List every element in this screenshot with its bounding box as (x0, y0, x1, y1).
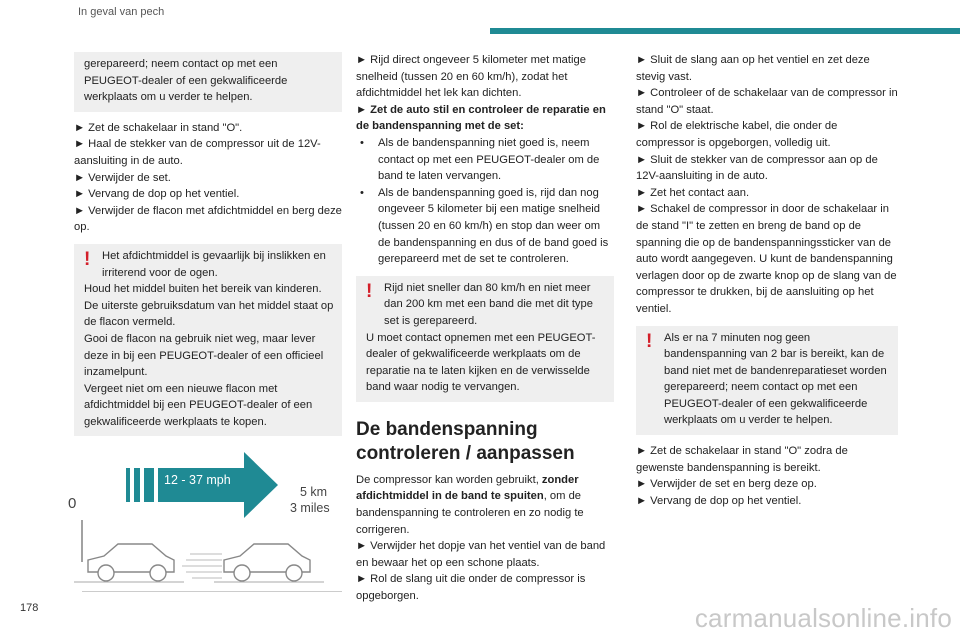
step: ► Controleer of de schakelaar van de compressor in stand "O" staat. (636, 87, 898, 116)
car-icon (214, 544, 324, 582)
warning-text: Rijd niet sneller dan 80 km/h en niet meer dan 200 km met een band die met dit type set is gerepareerd. (384, 281, 593, 327)
warning-text: Het afdichtmiddel is gevaarlijk bij inslikken en irriterend voor de ogen. (102, 249, 326, 279)
column-2 (356, 52, 614, 605)
step: ► Verwijder de flacon met afdichtmiddel en berg deze op. (74, 204, 342, 234)
warning-box (636, 326, 898, 436)
warning-icon: ! (84, 248, 91, 270)
warning-text: U moet contact opnemen met een PEUGEOT-dealer of gekwalificeerde werkplaats om de reparatie na te laten kijken en de verwisselde band waar nodig te vervangen. (366, 331, 596, 394)
step: ► Vervang de dop op het ventiel. (636, 494, 802, 507)
warning-text: Als er na 7 minuten nog geen bandenspanning van 2 bar is bereikt, kan de band niet met de bandenreparatieset worden gerepareerd; neem contact op met een PEUGEOT-dealer of een gekwalificeerde werkplaats om u verder te helpen. (664, 331, 887, 427)
start-label: 0 (68, 495, 77, 513)
step: ► Verwijder het dopje van het ventiel van de band en bewaar het op een schone plaats. (356, 540, 606, 569)
column-1 (68, 52, 342, 592)
page-number: 178 (20, 602, 39, 614)
steps-list (74, 120, 342, 236)
section-heading: De bandenspanning controleren / aanpassen (356, 418, 575, 464)
intro-text: , om de bandenspanning te controleren en zo nodig te corrigeren. (356, 490, 584, 536)
warning-text: Gooi de flacon na gebruik niet weg, maar lever deze in bij een PEUGEOT-dealer of een officieel inzamelpunt. (84, 332, 324, 379)
step: ► Haal de stekker van de compressor uit de 12V-aansluiting in de auto. (74, 138, 321, 167)
intro-paragraph (356, 472, 614, 538)
motion-lines (182, 554, 222, 578)
distance-miles: 3 miles (290, 501, 330, 516)
warning-text: Houd het middel buiten het bereik van kinderen. (84, 283, 322, 296)
warning-icon: ! (366, 280, 373, 302)
warning-text: De uiterste gebruiksdatum van het middel staat op de flacon vermeld. (84, 299, 334, 329)
speed-label-mph: 12 - 37 mph (164, 473, 231, 488)
step: ► Verwijder de set. (74, 171, 171, 184)
step: ► Rol de elektrische kabel, die onder de compressor is opgeborgen, volledig uit. (636, 120, 838, 149)
header-accent-bar (490, 28, 960, 34)
speed-label-kmh: 20 - 60 km/h (162, 457, 232, 472)
distance-km: 5 km (300, 485, 328, 500)
section-header: In geval van pech (78, 6, 165, 18)
step: ► Vervang de dop op het ventiel. (74, 188, 240, 201)
step: ► Rol de slang uit die onder de compressor is opgeborgen. (356, 573, 586, 603)
step-bold: ► Zet de auto stil en controleer de reparatie en de bandenspanning met de set: (356, 103, 606, 133)
list-item: • Als de bandenspanning niet goed is, neem contact op met een PEUGEOT-dealer om de band te laten vervangen. (360, 136, 600, 183)
warning-box (74, 244, 342, 437)
warning-icon: ! (646, 330, 653, 352)
step: ► Verwijder de set en berg deze op. (636, 478, 817, 491)
drive-figure (68, 452, 342, 592)
warning-text: Vergeet niet om een nieuwe flacon met afdichtmiddel bij een PEUGEOT-dealer of een gekwalificeerde werkplaats te kopen. (84, 382, 313, 428)
warning-box (356, 276, 614, 402)
watermark: carmanualsonline.info (694, 603, 952, 633)
step: ► Schakel de compressor in door de schakelaar in de stand "I" te zetten en breng de band op de spanning die op de bandenspanningssticker van de auto wordt aangegeven. U kunt de bandenspanning verlagen door op de zwarte knop op de slang van de compressor te drukken, bij de aansluiting op het ventiel. (636, 203, 897, 315)
step: ► Sluit de stekker van de compressor aan op de 12V-aansluiting in de auto. (636, 153, 878, 183)
car-icon (74, 544, 184, 582)
list-item: • Als de bandenspanning goed is, rijd dan nog ongeveer 5 kilometer bij een matige snelheid (tussen 20 en 60 km/h) en stop dan weer om de bandenspanning en dus of de band goed is gerepareerd met de set te controleren. (360, 186, 609, 266)
step: ► Rijd direct ongeveer 5 kilometer met matige snelheid (tussen 20 en 60 km/h), zodat het afdichtmiddel het lek kan dichten. (356, 54, 586, 100)
box-text: gerepareerd; neem contact op met een PEUGEOT-dealer of een gekwalificeerde werkplaats om u verder te helpen. (84, 58, 288, 104)
column-3 (636, 52, 898, 509)
step: ► Zet de schakelaar in stand "O". (74, 121, 243, 134)
step: ► Sluit de slang aan op het ventiel en zet deze stevig vast. (636, 54, 870, 83)
step: ► Zet de schakelaar in stand "O" zodra de gewenste bandenspanning is bereikt. (636, 445, 848, 474)
intro-bold: zonder afdichtmiddel in de band te spuiten (356, 473, 579, 503)
info-box-continued (74, 52, 342, 112)
step: ► Zet het contact aan. (636, 186, 750, 199)
intro-text: De compressor kan worden gebruikt, (356, 473, 542, 486)
